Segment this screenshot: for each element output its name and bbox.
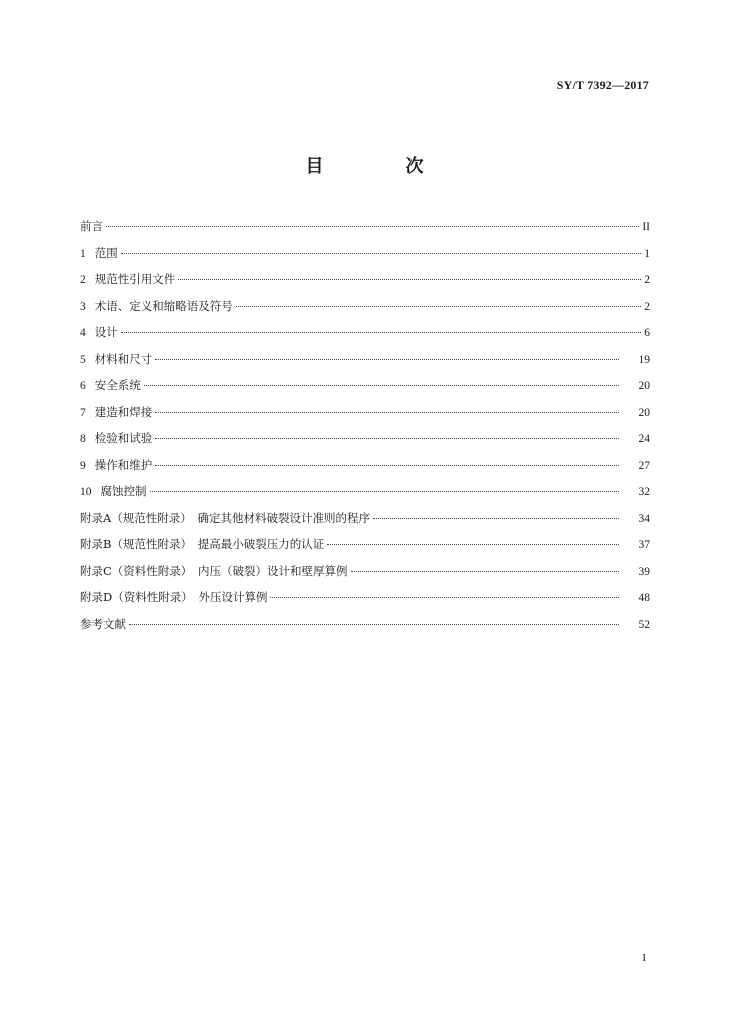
toc-entry-page: 2 [644,274,650,286]
toc-entry-number: 8 [80,433,86,445]
toc-entry-page: 37 [638,539,650,551]
toc-dot-leader [351,571,619,572]
toc-entry-page: 2 [644,300,650,313]
toc-entry-number: 6 [80,380,86,392]
toc-dot-leader [155,465,619,466]
toc-entry-label [80,563,348,579]
toc-entry-title: 参考文献 [80,616,126,631]
toc-dot-leader [121,253,642,254]
toc-entry-title: 腐蚀控制 [100,484,147,498]
toc-entry[interactable] [80,483,650,510]
toc-entry[interactable] [80,430,650,457]
toc-entry-page: 34 [638,512,650,525]
toc-entry-title: 附录A（规范性附录） 确定其他材料破裂设计准则的程序 [80,510,371,525]
toc-entry-label [80,271,175,287]
toc-entry-label [80,589,267,605]
toc-entry-label [80,510,370,526]
toc-dot-leader [270,597,619,598]
toc-entry-label [80,430,152,446]
toc-entry-page: 6 [644,327,650,339]
toc-entry-page: 27 [638,459,650,472]
toc-entry[interactable] [80,457,650,484]
toc-entry-page: 48 [638,592,650,604]
toc-entry[interactable] [80,298,650,325]
toc-entry-page: 52 [638,618,650,631]
toc-entry-label [80,218,103,234]
toc-entry-number: 2 [80,274,86,286]
toc-dot-leader [236,306,642,307]
toc-entry-label [80,245,118,261]
toc-entry-title: 操作和维护 [94,457,153,472]
toc-entry-label [80,298,233,314]
toc-entry-number: 9 [80,459,86,472]
toc-entry[interactable] [80,616,650,643]
toc-entry-title: 检验和试验 [94,431,153,445]
toc-entry-title: 附录C（资料性附录） 内压（破裂）设计和壁厚算例 [80,563,348,578]
toc-entry-title: 前言 [80,219,103,233]
toc-entry[interactable] [80,351,650,378]
toc-entry-title: 设计 [94,325,118,339]
toc-dot-leader [373,518,619,519]
toc-entry[interactable] [80,377,650,404]
toc-entry-label [80,351,152,367]
toc-dot-leader [121,332,642,333]
toc-entry[interactable] [80,324,650,351]
toc-entry-title: 安全系统 [94,378,141,392]
toc-dot-leader [178,279,641,280]
toc-entry-label [80,616,126,632]
toc-dot-leader [144,385,619,386]
toc-entry-label [80,483,147,499]
toc-entry-number: 3 [80,300,86,313]
toc-dot-leader [129,624,619,625]
toc-entry-page: 39 [638,565,650,578]
toc-entry[interactable] [80,271,650,298]
toc-dot-leader [155,359,619,360]
toc-entry-title: 附录D（资料性附录） 外压设计算例 [80,590,268,604]
toc-dot-leader [155,412,619,413]
toc-entry-title: 建造和焊接 [94,404,153,419]
toc-entry-title: 术语、定义和缩略语及符号 [94,298,233,313]
toc-entry[interactable] [80,245,650,272]
page-title: 目 次 [305,156,456,177]
toc-entry-number: 5 [80,353,86,366]
toc-entry-label [80,377,141,393]
toc-entry-page: 32 [638,486,650,498]
toc-entry[interactable] [80,510,650,537]
toc-entry-label [80,457,152,473]
toc-entry-title: 附录B（规范性附录） 提高最小破裂压力的认证 [80,537,325,551]
toc-entry-label [80,536,324,552]
toc-entry[interactable] [80,563,650,590]
toc-dot-leader [106,226,639,227]
toc-entry-page: II [642,221,650,233]
toc-dot-leader [327,544,619,545]
toc-entry-label [80,404,152,420]
toc-entry-number: 10 [80,486,92,498]
toc-entry-number: 7 [80,406,86,419]
toc-entry-page: 20 [638,406,650,419]
toc-entry[interactable] [80,404,650,431]
toc-entry-page: 19 [638,353,650,366]
toc-entry-title: 材料和尺寸 [94,351,153,366]
toc-dot-leader [150,491,620,492]
toc-entry-page: 24 [638,433,650,445]
toc-entry-title: 范围 [94,245,118,260]
page-number: I [642,952,646,964]
toc-entry-page: 1 [644,247,650,260]
toc-entry-number: 4 [80,327,86,339]
table-of-contents [80,218,650,642]
toc-entry[interactable] [80,218,650,245]
toc-entry-page: 20 [638,380,650,392]
standard-code: SY/T 7392—2017 [556,78,649,92]
toc-entry-label [80,324,118,340]
toc-entry[interactable] [80,536,650,563]
toc-entry-title: 规范性引用文件 [94,272,176,286]
toc-dot-leader [155,438,619,439]
toc-entry[interactable] [80,589,650,616]
toc-entry-number: 1 [80,247,86,260]
